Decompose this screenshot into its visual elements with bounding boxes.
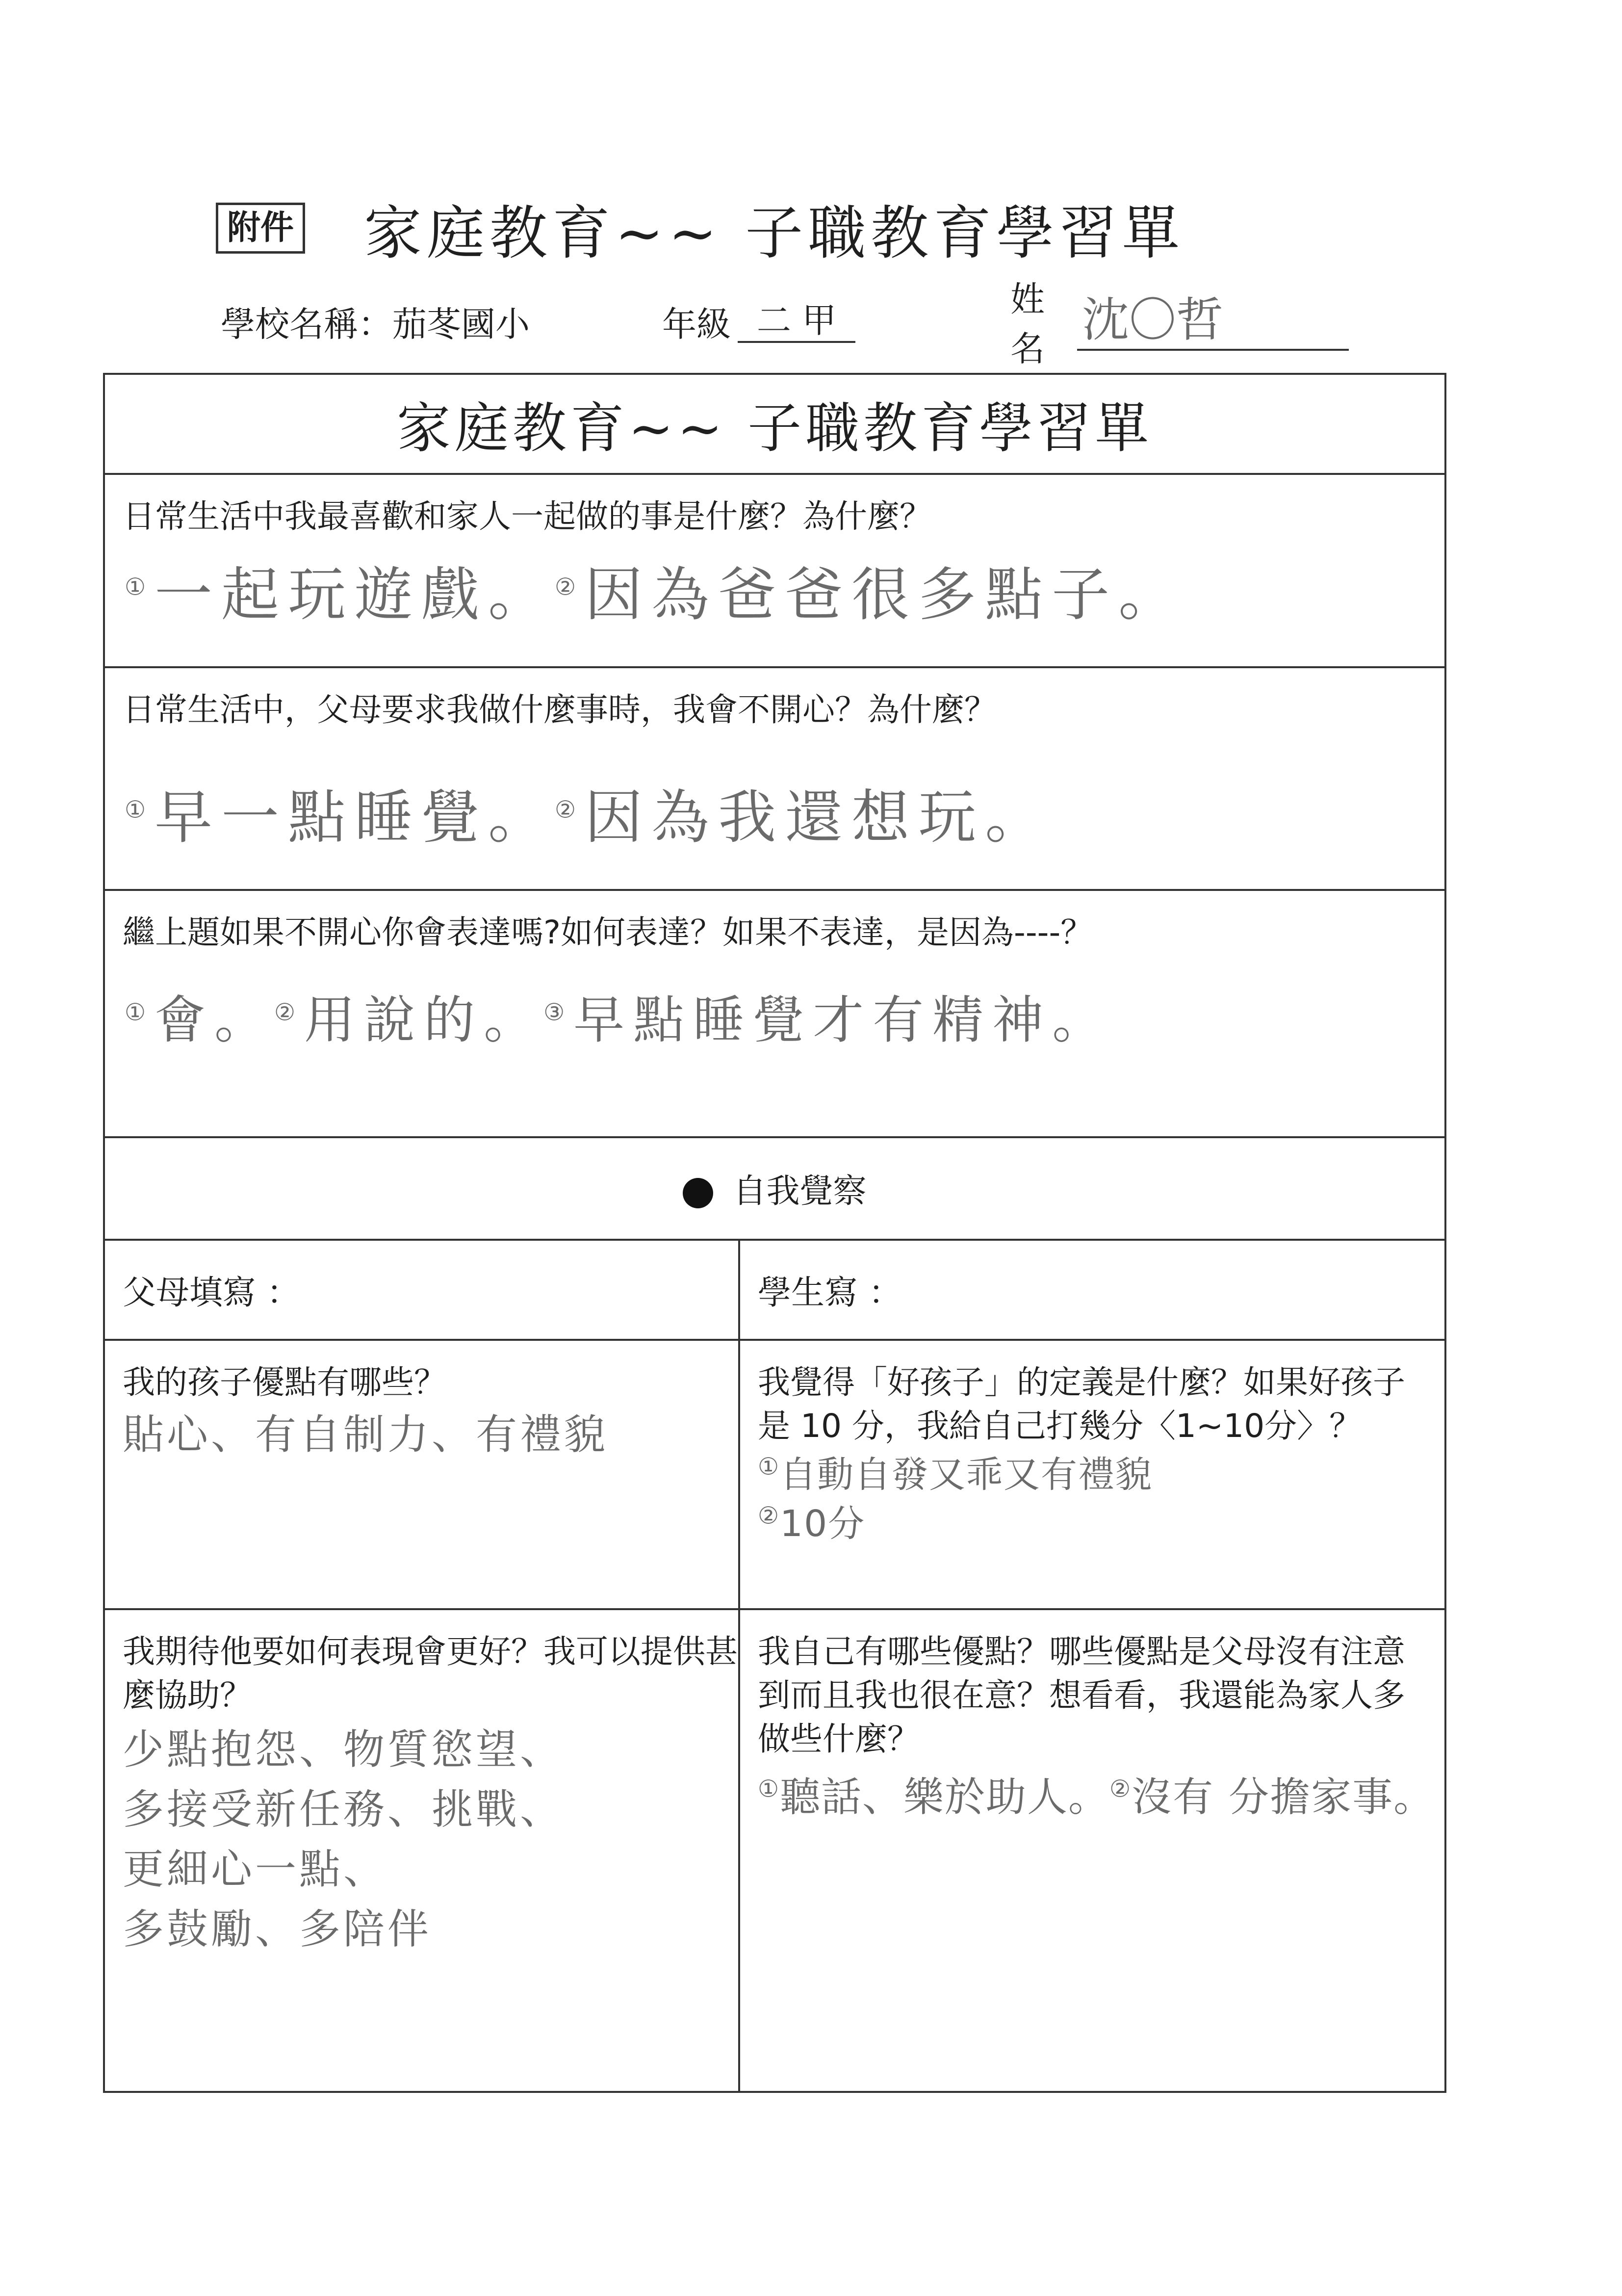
parent-question-2-answer-line: 多接受新任務、挑戰、: [123, 1785, 565, 1833]
parent-question-1-text: 我的孩子優點有哪些？: [123, 1363, 446, 1401]
parent-question-2-answer-line: 更細心一點、: [123, 1845, 388, 1893]
bullet-dot-icon: [683, 1178, 713, 1208]
parent-question-2-answer-line: 多鼓勵、多陪伴: [123, 1905, 432, 1953]
grade-value: 二 甲: [738, 300, 855, 343]
student-question-1-text: 我覺得「好孩子」的定義是什麼？如果好孩子是 10 分，我給自己打幾分〈1~10分〉？: [758, 1363, 1405, 1445]
question-1-text: 日常生活中我最喜歡和家人一起做的事是什麼？為什麼？: [123, 497, 932, 535]
self-awareness-header: [104, 1137, 1445, 1240]
parent-question-1-answer: 貼心、有自制力、有禮貌: [123, 1410, 609, 1459]
grade-field: [662, 294, 855, 348]
student-question-2-answer-3: 分擔家事。: [1229, 1774, 1435, 1821]
question-3-cell: [104, 890, 1445, 1137]
parent-question-2-answer: [105, 1717, 738, 1959]
student-question-2-answer-1: 聽話、樂於助人。: [780, 1774, 1110, 1821]
parent-question-2-cell: [104, 1609, 739, 2092]
document-title: 家庭教育~~ 子職教育學習單: [364, 199, 1185, 267]
name-label: 姓名: [1010, 279, 1045, 369]
question-2-cell: [104, 667, 1445, 890]
name-value: 沈〇哲: [1077, 292, 1349, 350]
student-question-2-text: 我自己有哪些優點？哪些優點是父母沒有注意到而且我也很在意？想看看，我還能為家人多做些什麼？: [758, 1633, 1405, 1758]
document-header: [216, 186, 1184, 270]
school-label: 學校名稱：茄苳國小: [221, 304, 530, 344]
question-2-answer: ①早一點睡覺。②因為我還想玩。: [125, 783, 1052, 852]
worksheet-title: 家庭教育~~ 子職教育學習單: [104, 374, 1445, 474]
question-2-text: 日常生活中，父母要求我做什麼事時，我會不開心？為什麼？: [123, 691, 997, 729]
grade-label: 年級: [662, 304, 731, 344]
worksheet-table: [103, 373, 1446, 2093]
question-1-answer-2: 因為爸爸很多點子。: [585, 561, 1185, 629]
question-3-answer-3: 早點睡覺才有精神。: [573, 990, 1112, 1050]
question-1-cell: [104, 474, 1445, 667]
parent-question-2-text: 我期待他要如何表現會更好？我可以提供甚麼協助？: [123, 1633, 738, 1715]
question-2-answer-2: 因為我還想玩。: [585, 783, 1052, 852]
question-2-answer-1: 早一點睡覺。: [154, 783, 555, 852]
parent-column-header: 父母填寫 ：: [104, 1240, 739, 1340]
student-question-1-cell: [739, 1340, 1445, 1609]
question-3-answer-1: 會。: [154, 990, 275, 1050]
question-3-answer: ①會。②用說的。③早點睡覺才有精神。: [125, 990, 1112, 1050]
student-column-header: 學生寫 ：: [739, 1240, 1445, 1340]
student-question-2-answer: ①聽話、樂於助人。②沒有 分擔家事。: [758, 1774, 1435, 1821]
name-field: [1010, 279, 1349, 369]
student-question-2-cell: [739, 1609, 1445, 2092]
self-awareness-label: 自我覺察: [733, 1172, 867, 1211]
student-question-1-answer-1: 自動自發又乖又有禮貌: [780, 1454, 1153, 1496]
student-question-1-answer: ①自動自發又乖又有禮貌 ②10分: [758, 1453, 1153, 1545]
student-info-row: [221, 279, 1349, 369]
school-field: [221, 294, 530, 348]
student-question-1-answer-2: 10分: [780, 1503, 866, 1545]
question-3-answer-2: 用說的。: [304, 990, 544, 1050]
question-1-answer: ①一起玩遊戲。②因為爸爸很多點子。: [125, 561, 1185, 629]
parent-question-1-cell: [104, 1340, 739, 1609]
attachment-badge: 附件: [216, 203, 305, 254]
question-3-text: 繼上題如果不開心你會表達嗎?如何表達？如果不表達，是因為----？: [123, 913, 1093, 951]
student-question-2-answer-2: 沒有: [1132, 1774, 1214, 1821]
question-1-answer-1: 一起玩遊戲。: [154, 561, 555, 629]
parent-question-2-answer-line: 少點抱怨、物質慾望、: [123, 1725, 565, 1774]
